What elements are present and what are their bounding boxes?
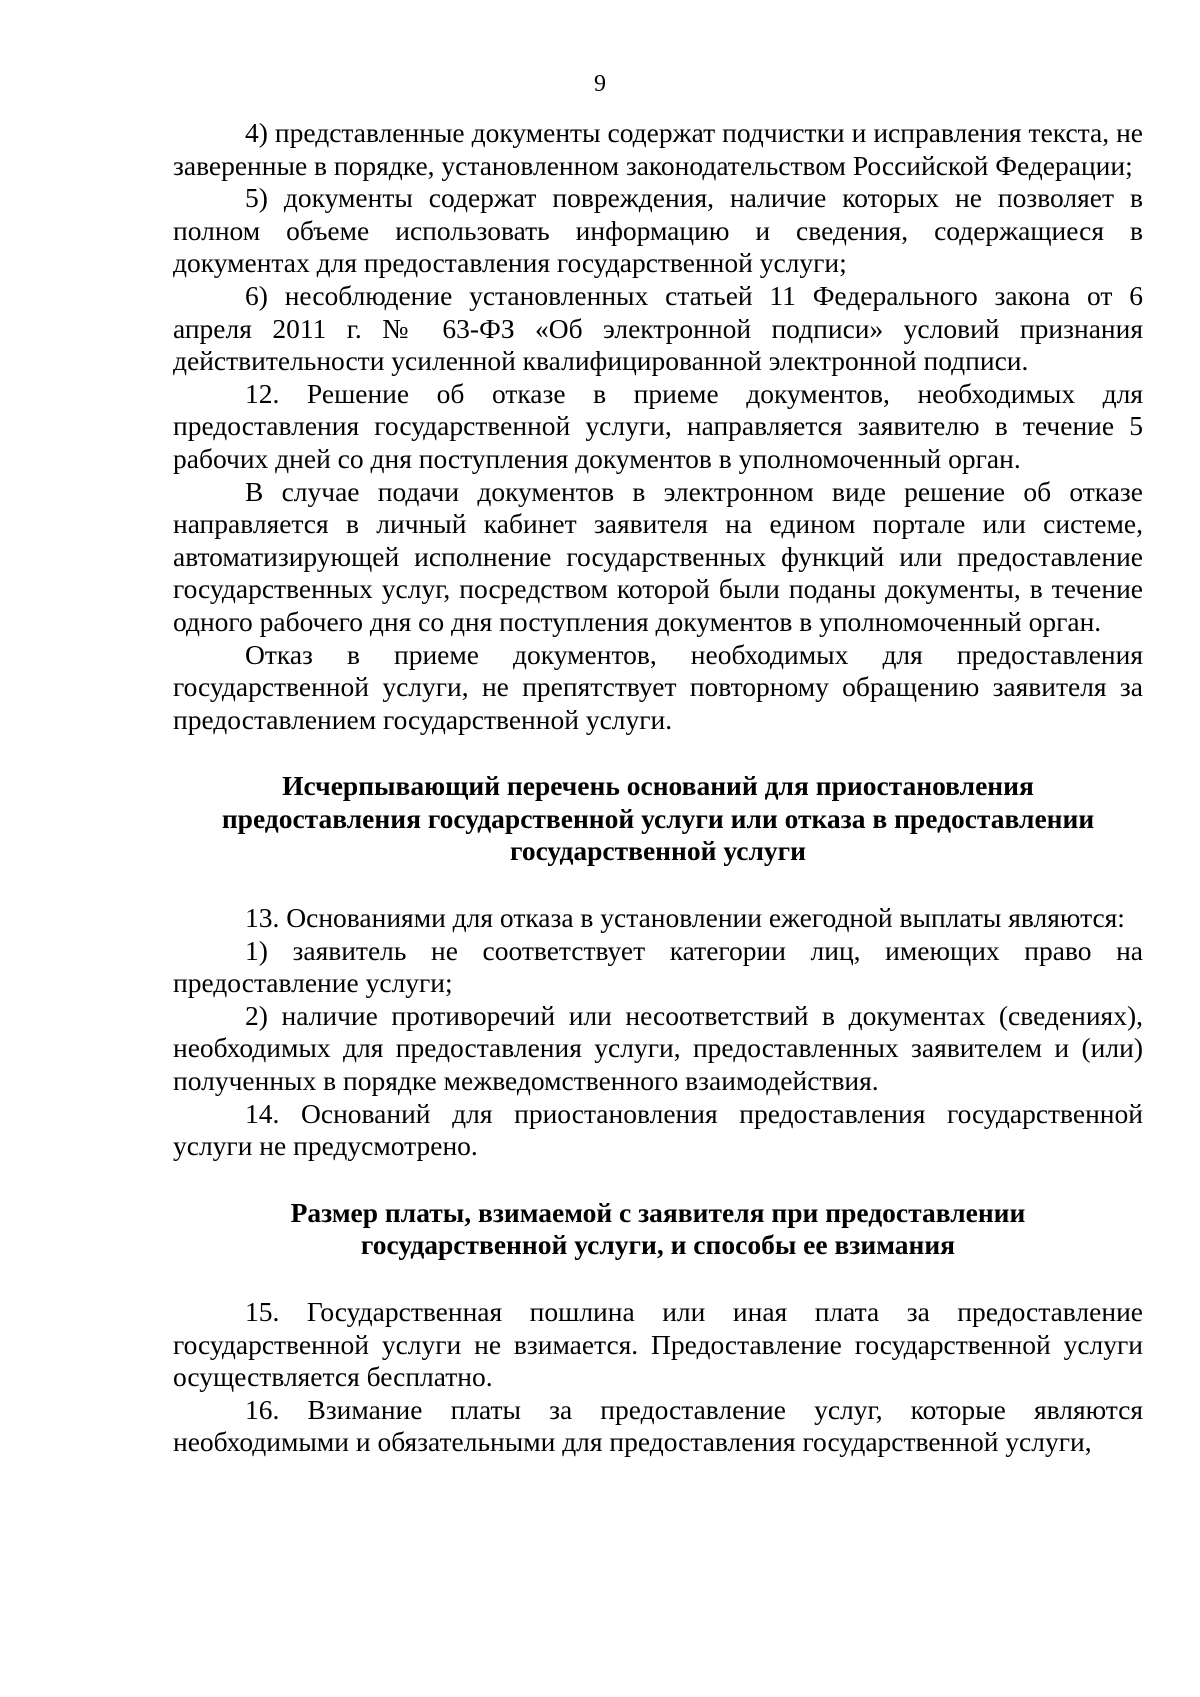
paragraph-clause-13: 13. Основаниями для отказа в установлении ежегодной выплаты являются: xyxy=(245,902,1125,934)
paragraph-item-6: 6) несоблюдение установленных статьей 11 Федерального закона от 6 апреля 2011 г. № 63-ФЗ «Об электронной подписи» условий признания действительности усиленной квалифицированной электронной подписи. xyxy=(173,279,1143,377)
section-heading-grounds xyxy=(173,770,1143,868)
paragraph-refusal-no-obstacle: Отказ в приеме документов, необходимых для предоставления государственной услуги, не препятствует повторному обращению заявителя за предоставлением государственной услуги. xyxy=(173,638,1143,735)
section-heading-grounds-line-3: государственной услуги xyxy=(510,835,806,867)
paragraph-electronic-submission: В случае подачи документов в электронном виде решение об отказе направляется в личный кабинет заявителя на едином портале или системе, автоматизирующей исполнение государственных функций или предоставление государственных услуг, посредством которой были поданы документы, в течение одного рабочего дня со дня поступления документов в уполномоченный орган. xyxy=(173,475,1143,637)
paragraph-ground-1: 1) заявитель не соответствует категории лиц, имеющих право на предоставление услуги; xyxy=(173,934,1143,999)
section-heading-grounds-line-2: предоставления государственной услуги или отказа в предоставлении xyxy=(221,802,1095,834)
section-heading-fee xyxy=(173,1197,1143,1262)
section-heading-fee-line-1: Размер платы, взимаемой с заявителя при предоставлении xyxy=(290,1196,1026,1228)
paragraph-clause-16: 16. Взимание платы за предоставление услуг, которые являются необходимыми и обязательными для предоставления государственной услуги, xyxy=(173,1393,1143,1458)
paragraph-clause-12: 12. Решение об отказе в приеме документов, необходимых для предоставления государственной услуги, направляется заявителю в течение 5 рабочих дней со дня поступления документов в уполномоченный орган. xyxy=(173,377,1143,474)
section-heading-grounds-line-1: Исчерпывающий перечень оснований для приостановления xyxy=(282,770,1034,802)
paragraph-item-5: 5) документы содержат повреждения, наличие которых не позволяет в полном объеме использовать информацию и сведения, содержащиеся в документах для предоставления государственной услуги; xyxy=(173,182,1143,279)
paragraph-clause-14: 14. Оснований для приостановления предоставления государственной услуги не предусмотрено. xyxy=(173,1097,1143,1162)
document-body xyxy=(173,117,1143,1459)
paragraph-item-4: 4) представленные документы содержат подчистки и исправления текста, не заверенные в порядке, установленном законодательством Российской Федерации; xyxy=(173,117,1143,181)
page-number: 9 xyxy=(594,71,606,97)
section-heading-fee-line-2: государственной услуги, и способы ее взимания xyxy=(360,1229,956,1261)
paragraph-clause-15: 15. Государственная пошлина или иная плата за предоставление государственной услуги не взимается. Предоставление государственной услуги осуществляется бесплатно. xyxy=(173,1296,1143,1393)
paragraph-ground-2: 2) наличие противоречий или несоответствий в документах (сведениях), необходимых для предоставления услуги, предоставленных заявителем и (или) полученных в порядке межведомственного взаимодействия. xyxy=(173,999,1143,1097)
